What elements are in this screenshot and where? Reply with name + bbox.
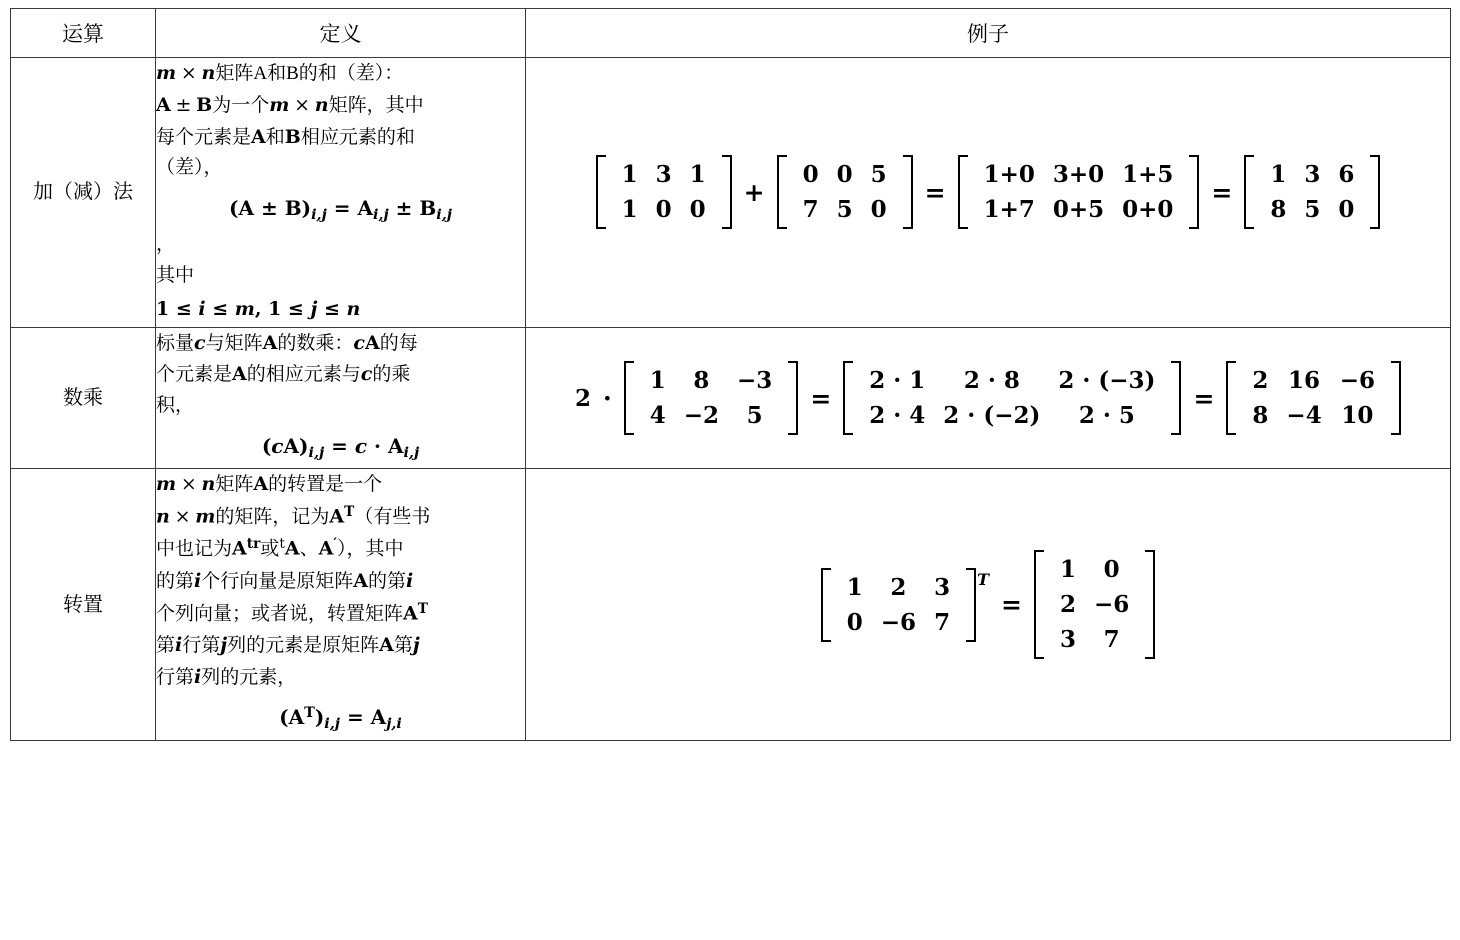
matrix-cell: 0 xyxy=(689,196,706,224)
equation xyxy=(526,361,1450,435)
operation-label: 数乘 xyxy=(63,387,103,410)
matrix-operand-with-exponent xyxy=(821,568,989,642)
matrix-cell: 1 xyxy=(621,196,638,224)
definition-line: （差）， xyxy=(156,157,223,179)
matrix-cell: 10 xyxy=(1341,402,1374,430)
table-row xyxy=(11,58,1451,328)
matrix-cell: 2 · 8 xyxy=(963,367,1020,395)
matrix-expanded xyxy=(843,361,1181,435)
matrix-cell: 5 xyxy=(870,161,887,189)
bracket-left xyxy=(596,155,606,229)
matrix-cell: 7 xyxy=(934,608,951,636)
bracket-left xyxy=(1226,361,1236,435)
definition-line: 每个元素是A和B相应元素的和 xyxy=(156,125,415,148)
matrix-expanded xyxy=(958,155,1200,229)
matrix-grid xyxy=(606,155,722,229)
bracket-left xyxy=(958,155,968,229)
bracket-left xyxy=(1244,155,1254,229)
matrix-cell: 1 xyxy=(1059,556,1076,584)
matrix-cell: 2 · (−2) xyxy=(943,402,1041,430)
example-addition xyxy=(526,58,1451,328)
bracket-left xyxy=(1034,550,1044,659)
equals-operator: = xyxy=(1193,383,1215,413)
definition-line: 个元素是A的相应元素与c的乘 xyxy=(156,363,411,386)
matrix-grid xyxy=(1044,550,1145,659)
definition-line: m × n矩阵A和B的和（差）： xyxy=(156,62,404,84)
matrix-result xyxy=(1226,361,1401,435)
matrix-operand-b xyxy=(777,155,913,229)
matrix-cell: 1+7 xyxy=(983,196,1035,224)
matrix-cell: 2 xyxy=(1252,367,1269,395)
matrix-cell: 2 xyxy=(1059,591,1076,619)
bracket-right xyxy=(1145,550,1155,659)
matrix-cell: 3+0 xyxy=(1052,161,1105,189)
matrix-operand-a xyxy=(596,155,732,229)
matrix-operand xyxy=(624,361,799,435)
matrix-cell: 7 xyxy=(1103,626,1120,654)
matrix-cell: 0 xyxy=(836,161,853,189)
operation-name-addition xyxy=(11,58,156,328)
transpose-exponent: T xyxy=(977,569,989,589)
matrix-cell: 1 xyxy=(621,161,638,189)
matrix-grid xyxy=(968,155,1190,229)
definition-line: A ± B为一个m × n矩阵，其中 xyxy=(156,93,424,116)
matrix-cell: 3 xyxy=(1304,161,1321,189)
matrix-cell: 0 xyxy=(655,196,672,224)
matrix-grid xyxy=(853,361,1171,435)
matrix-cell: 0 xyxy=(802,161,819,189)
matrix-cell: −6 xyxy=(880,608,917,636)
equals-operator: = xyxy=(924,177,946,207)
matrix-cell: 0 xyxy=(870,196,887,224)
operation-label: 加（减）法 xyxy=(33,181,133,204)
operation-label: 转置 xyxy=(63,593,103,616)
definition-text: 矩阵A和B的和（差）： xyxy=(215,63,404,84)
bracket-left xyxy=(777,155,787,229)
scalar-value: 2 xyxy=(575,384,592,412)
definition-transpose xyxy=(156,469,526,740)
bracket-left xyxy=(624,361,634,435)
matrix-cell: 8 xyxy=(1270,196,1287,224)
equation xyxy=(526,155,1450,229)
bracket-left xyxy=(821,568,831,642)
matrix-cell: 0+0 xyxy=(1122,196,1174,224)
bracket-right xyxy=(1370,155,1380,229)
bracket-left xyxy=(843,361,853,435)
matrix-cell: 1 xyxy=(649,367,666,395)
definition-line: 第i行第j列的元素是原矩阵A第j xyxy=(156,633,420,656)
definition-line: 标量c与矩阵A的数乘：cA的每 xyxy=(156,331,418,354)
matrix-grid xyxy=(634,361,789,435)
operation-name-scalar xyxy=(11,327,156,469)
equals-operator: = xyxy=(1000,590,1022,620)
matrix-cell: 1 xyxy=(846,573,863,601)
definition-scalar xyxy=(156,327,526,469)
matrix-cell: −6 xyxy=(1093,591,1130,619)
example-scalar xyxy=(526,327,1451,469)
matrix-cell: 1+5 xyxy=(1122,161,1174,189)
definition-line: 中也记为$A^{tr}$或$^t$A、A′），其中 xyxy=(156,536,404,561)
dot-operator: · xyxy=(603,383,612,413)
matrix-cell: 1 xyxy=(1270,161,1287,189)
matrix-cell: 16 xyxy=(1288,367,1321,395)
definition-line: 积， xyxy=(156,395,195,417)
table-header-row xyxy=(11,9,1451,58)
matrix-grid xyxy=(1236,361,1391,435)
equals-operator: = xyxy=(810,383,832,413)
matrix-cell: 2 xyxy=(890,573,907,601)
bracket-right xyxy=(1391,361,1401,435)
bracket-right xyxy=(903,155,913,229)
matrix-cell: 3 xyxy=(934,573,951,601)
matrix-cell: 1+0 xyxy=(983,161,1035,189)
matrix-cell: 7 xyxy=(802,196,819,224)
equals-operator: = xyxy=(1211,177,1233,207)
matrix-operand xyxy=(821,568,976,642)
bracket-right xyxy=(722,155,732,229)
matrix-cell: 5 xyxy=(746,402,763,430)
matrix-cell: 6 xyxy=(1338,161,1355,189)
matrix-cell: 5 xyxy=(836,196,853,224)
matrix-grid xyxy=(1254,155,1370,229)
plus-operator: + xyxy=(743,177,765,207)
matrix-grid xyxy=(831,568,966,642)
matrix-cell: 0 xyxy=(846,608,863,636)
matrix-cell: 4 xyxy=(649,402,666,430)
definition-formula: $(cA)_{i,j} = c \cdot A_{i,j}$ xyxy=(261,434,420,462)
bracket-right xyxy=(788,361,798,435)
header-definition: 定义 xyxy=(156,9,526,58)
matrix-cell: −6 xyxy=(1339,367,1375,395)
matrix-cell: 8 xyxy=(1252,402,1269,430)
definition-formula: $(A^T)_{i,j} = A_{j,i}$ xyxy=(279,704,402,733)
definition-line: 其中 xyxy=(156,265,195,287)
definition-range: 1 ≤ i ≤ m, 1 ≤ j ≤ n xyxy=(156,297,361,320)
matrix-result xyxy=(1034,550,1155,659)
definition-line: ， xyxy=(156,234,176,256)
table-row xyxy=(11,327,1451,469)
matrix-cell: 8 xyxy=(693,367,710,395)
definition-line: n × m的矩阵，记为$A^T$（有些书 xyxy=(156,504,431,528)
matrix-cell: 2 · 1 xyxy=(869,367,926,395)
matrix-result xyxy=(1244,155,1380,229)
matrix-grid xyxy=(787,155,903,229)
definition-line: 个列向量；或者说，转置矩阵$A^T$ xyxy=(156,600,428,625)
matrix-cell: 0+5 xyxy=(1052,196,1105,224)
bracket-right xyxy=(1189,155,1199,229)
header-operation: 运算 xyxy=(11,9,156,58)
matrix-cell: 0 xyxy=(1103,556,1120,584)
example-transpose xyxy=(526,469,1451,740)
definition-addition xyxy=(156,58,526,328)
header-example: 例子 xyxy=(526,9,1451,58)
operation-name-transpose xyxy=(11,469,156,740)
definition-line: 的第i个行向量是原矩阵A的第i xyxy=(156,569,414,592)
matrix-cell: 5 xyxy=(1304,196,1321,224)
definition-formula: $(A \pm B)_{i,j} = A_{i,j} \pm B_{i,j}$ xyxy=(229,196,452,224)
matrix-cell: 3 xyxy=(1059,626,1076,654)
definition-line: m × n矩阵A的转置是一个 xyxy=(156,473,383,496)
matrix-operations-table xyxy=(10,8,1451,741)
table-row xyxy=(11,469,1451,740)
matrix-cell: 0 xyxy=(1338,196,1355,224)
matrix-cell: 1 xyxy=(689,161,706,189)
matrix-cell: 2 · (−3) xyxy=(1058,367,1156,395)
matrix-cell: −3 xyxy=(737,367,773,395)
matrix-cell: −2 xyxy=(683,402,720,430)
bracket-right xyxy=(966,568,976,642)
matrix-cell: −4 xyxy=(1286,402,1322,430)
equation xyxy=(526,550,1450,659)
matrix-cell: 2 · 5 xyxy=(1078,402,1135,430)
matrix-cell: 2 · 4 xyxy=(869,402,926,430)
definition-line: 行第i列的元素， xyxy=(156,665,297,688)
matrix-cell: 3 xyxy=(655,161,672,189)
bracket-right xyxy=(1171,361,1181,435)
